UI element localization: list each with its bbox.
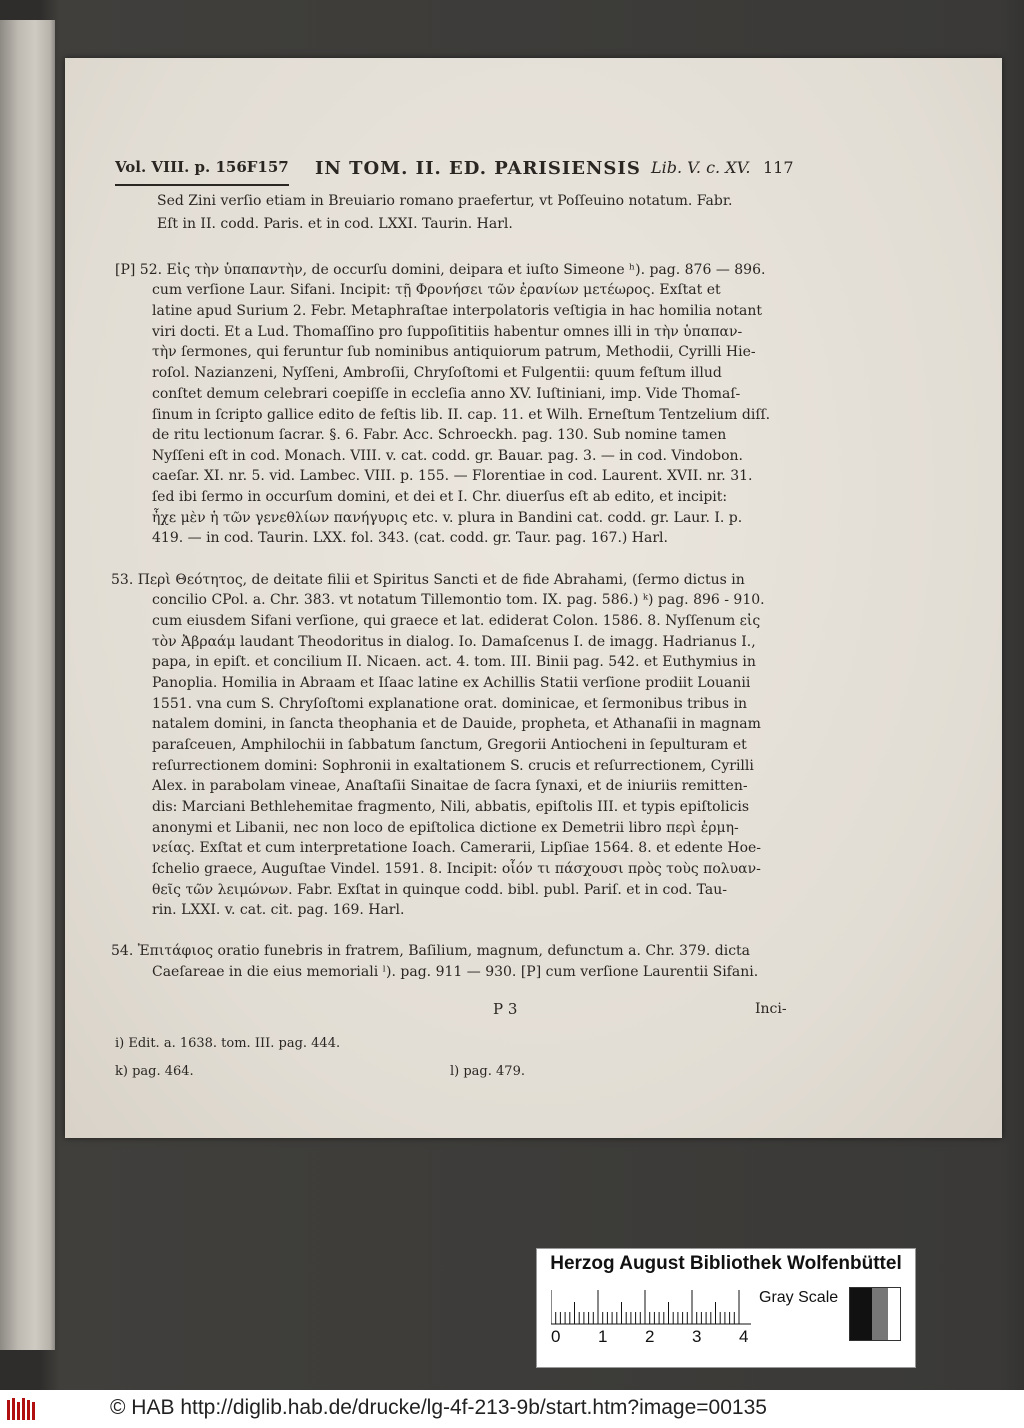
text-line: cum eiusdem Sifani verſione, qui graece et lat. ediderat Colon. 1586. 8. Nyſſenum εἰς <box>152 613 761 629</box>
text-line: 54. Ἐπιτάφιος oratio funebris in fratrem, Baſilium, magnum, defunctum a. Chr. 379. dicta <box>111 943 751 959</box>
page-number: 117 <box>763 158 794 177</box>
text-line: Caeſareae in die eius memoriali ˡ). pag. 911 — 930. [P] cum verſione Laurentii Sifani. <box>152 964 759 980</box>
scale-ruler <box>551 1289 751 1325</box>
text-line: paraſceuen, Amphilochii in ſabbatum ſanctum, Gregorii Antiocheni in ſepulturam et <box>152 737 747 753</box>
ruler-number: 4 <box>739 1327 749 1346</box>
color-calibration-bar <box>536 1248 916 1368</box>
text-line: roſol. Nazianzeni, Nyſſeni, Ambroſii, Chryſoſtomi et Fulgentii: quum feſtum illud <box>152 365 722 381</box>
hab-logo-icon <box>6 1396 36 1422</box>
text-line: ſinum in ſcripto gallice edito de feſtis lib. II. cap. 11. et Wilh. Erneſtum Tentzelium diſſ. <box>152 407 771 423</box>
footnote-i: i) Edit. a. 1638. tom. III. pag. 444. <box>115 1036 341 1051</box>
ruler-number: 2 <box>645 1327 655 1346</box>
text-line: latine apud Surium 2. Febr. Metaphraſtae interpolatoris veſtigia in hac homilia notant <box>152 303 762 319</box>
text-line: ſed ibi ſermo in occurſum domini, et dei et I. Chr. diuerſus eſt ab edito, et incipit: <box>152 489 728 505</box>
ruler-number: 3 <box>692 1327 702 1346</box>
text-line: νείας. Exſtat et cum interpretatione Ioach. Camerarii, Lipſiae 1564. 8. et edente Hoe- <box>152 840 762 856</box>
text-line: 53. Περὶ Θεότητος, de deitate filii et Spiritus Sancti et de fide Abrahami, (ſermo dictus in <box>111 572 745 588</box>
copyright-url: © HAB http://diglib.hab.de/drucke/lg-4f-213-9b/start.htm?image=00135 <box>110 1396 767 1419</box>
footer-bar <box>0 1390 1024 1428</box>
text-line: Sed Zini verſio etiam in Breuiario romano praefertur, vt Poſſeuino notatum. Fabr. <box>157 193 733 209</box>
text-line: de ritu lectionum ſacrar. §. 6. Fabr. Acc. Schroeckh. pag. 130. Sub nomine tamen <box>152 427 727 443</box>
text-line: Panoplia. Homilia in Abraam et Iſaac latine ex Achillis Statii verſione prodiit Louanii <box>152 675 751 691</box>
text-line: ἦχε μὲν ἡ τῶν γενεθλίων πανήγυρις etc. v. plura in Bandini cat. codd. gr. Laur. I. p. <box>152 510 743 526</box>
text-line: natalem domini, in ſancta theophania et de Dauide, propheta, et Athanaſii in magnam <box>152 716 761 732</box>
text-line: Eſt in II. codd. Paris. et in cod. LXXI. Taurin. Harl. <box>157 216 513 232</box>
text-line: Alex. in parabolam vineae, Anaſtaſii Sinaitae de ſacra ſynaxi, et de iniuriis remitten- <box>152 778 748 794</box>
gray-scale-label: Gray Scale <box>759 1289 839 1306</box>
facing-page-edge <box>0 20 55 1350</box>
running-head-volume: Vol. VIII. p. 156F157 <box>115 158 289 186</box>
text-line: ſchelio graece, Auguſtae Vindel. 1591. 8. Incipit: οἷόν τι πάσχουσι πρὸς τοὺς πολυαν- <box>152 861 761 877</box>
running-head-title: IN TOM. II. ED. PARISIENSIS <box>315 158 641 179</box>
text-line: rin. LXXI. v. cat. cit. pag. 169. Harl. <box>152 902 405 918</box>
text-line: Nyſſeni eſt in cod. Monach. VIII. v. cat. codd. gr. Bauar. pag. 3. — in cod. Vindobon. <box>152 448 743 464</box>
text-line: [P] 52. Εἰς τὴν ὑπαπαντὴν, de occurſu domini, deipara et iuſto Simeone ʰ). pag. 876 — 896. <box>115 262 766 278</box>
swatch-black <box>850 1288 872 1340</box>
text-line: dis: Marciani Bethlehemitae fragmento, Nili, abbatis, epiſtolis III. et typis epiſtolicis <box>152 799 750 815</box>
library-name: Herzog August Bibliothek Wolfenbüttel <box>550 1253 902 1274</box>
text-line: 419. — in cod. Taurin. LXX. fol. 343. (cat. codd. gr. Taur. pag. 167.) Harl. <box>152 530 668 546</box>
signature-mark: P 3 <box>493 1000 518 1018</box>
text-line: 1551. vna cum S. Chryſoſtomi explanatione orat. dominicae, et ſermonibus tribus in <box>152 696 748 712</box>
footnote-l: l) pag. 479. <box>450 1064 525 1079</box>
ruler-number: 1 <box>598 1327 608 1346</box>
book-page <box>65 58 1002 1138</box>
ruler-number: 0 <box>551 1327 561 1346</box>
gray-swatches <box>849 1287 901 1341</box>
text-line: conſtet demum celebrari coepiſſe in eccleſia anno XV. Iuſtiniani, imp. Vide Thomaſ- <box>152 386 741 402</box>
text-line: reſurrectionem domini: Sophronii in exaltationem S. crucis et reſurrectionem, Cyrilli <box>152 758 754 774</box>
text-line: papa, in epiſt. et concilium II. Nicaen. act. 4. tom. III. Binii pag. 542. et Euthymius in <box>152 654 756 670</box>
text-line: concilio CPol. a. Chr. 383. vt notatum Tillemontio tom. IX. pag. 586.) ᵏ) pag. 896 - 910. <box>152 592 765 608</box>
text-line: caeſar. XI. nr. 5. vid. Lambec. VIII. p. 155. — Florentiae in cod. Laurent. XVII. nr. 31. <box>152 468 753 484</box>
text-line: viri docti. Et a Lud. Thomaſſino pro ſuppoſititiis habentur omnes illi in τὴν ὑπαπαν- <box>152 324 743 340</box>
text-line: anonymi et Libanii, nec non loco de epiſtolica dictione ex Demetrii libro περὶ ἑρμη- <box>152 820 739 836</box>
text-line: τὸν Ἀβραάμ laudant Theodoritus in dialog. Io. Damaſcenus I. de imagg. Hadrianus I., <box>152 634 756 650</box>
swatch-white <box>888 1288 900 1340</box>
text-line: θεῖς τῶν λειμώνων. Fabr. Exſtat in quinque codd. bibl. publ. Pariſ. et in cod. Tau- <box>152 882 728 898</box>
footnote-k: k) pag. 464. <box>115 1064 194 1079</box>
text-line: τὴν ſermones, qui feruntur ſub nominibus antiquiorum patrum, Methodii, Cyrilli Hie- <box>152 344 756 360</box>
swatch-gray <box>872 1288 888 1340</box>
catchword: Inci- <box>755 1001 787 1017</box>
running-head-book: Lib. V. c. XV. <box>651 158 751 177</box>
text-line: cum verſione Laur. Sifani. Incipit: τῇ Φρονήσει τῶν ἐρανίων μετέωρος. Exſtat et <box>152 282 721 298</box>
